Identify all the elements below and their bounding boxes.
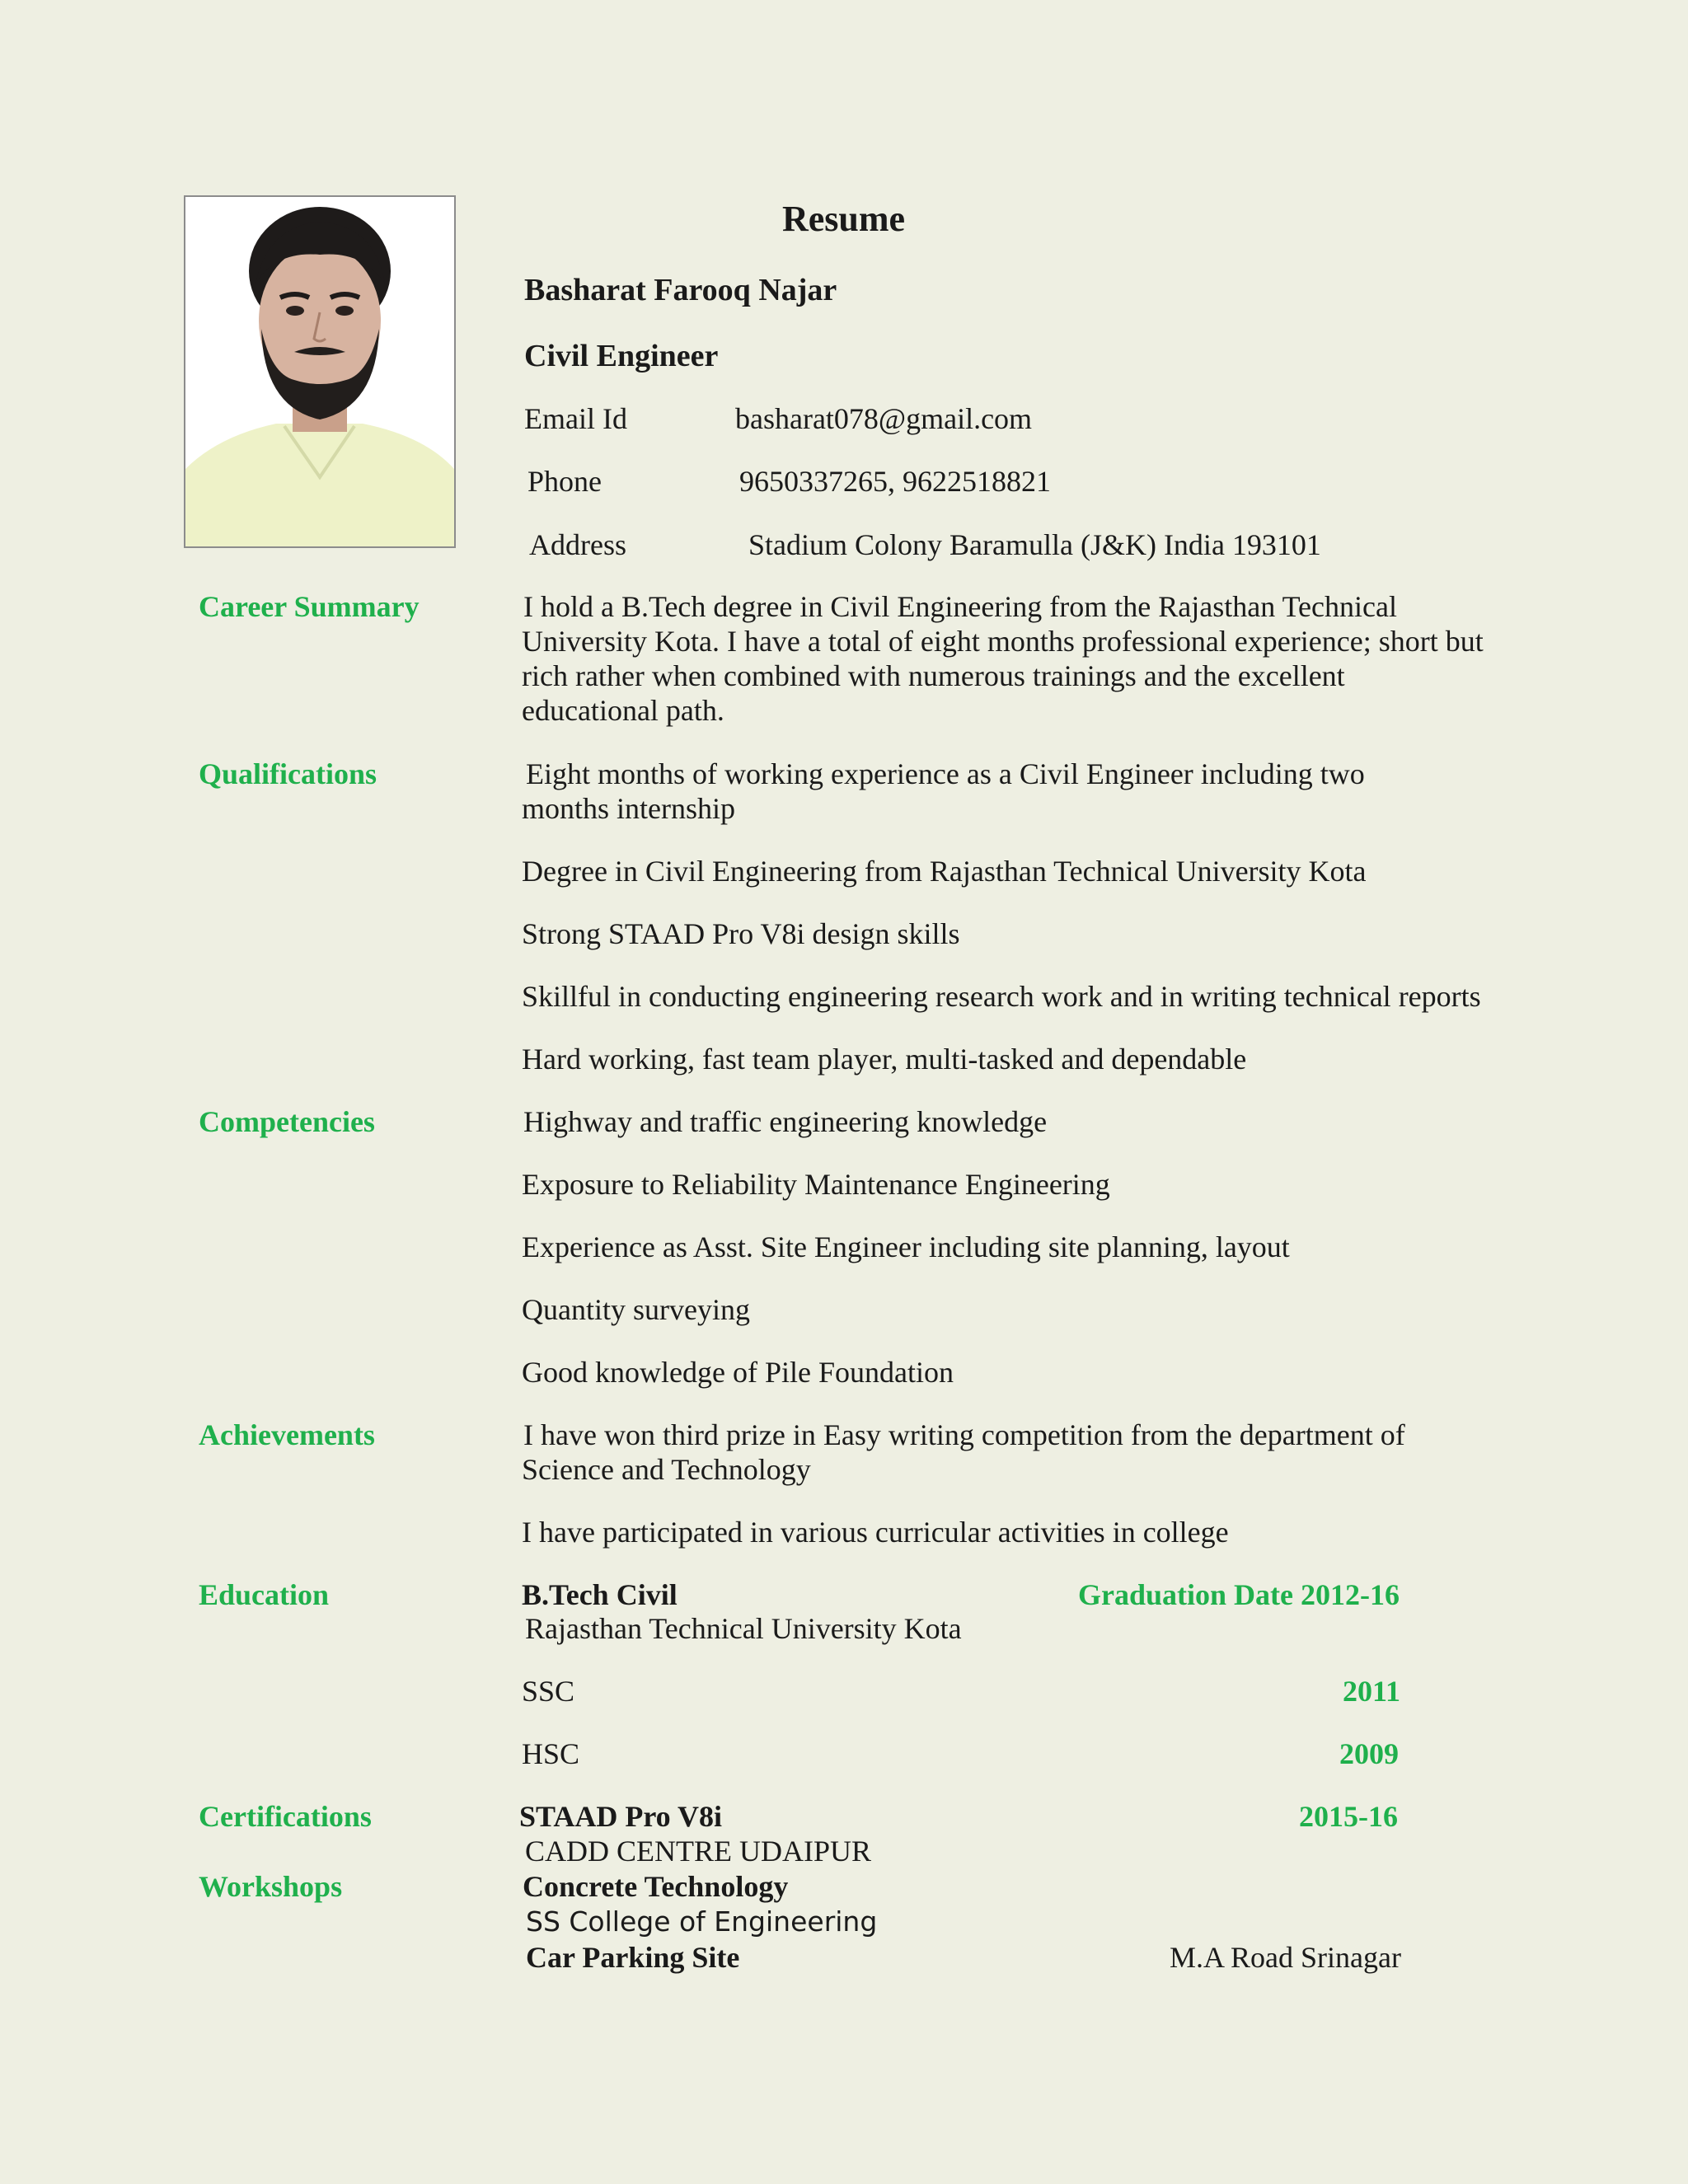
education-heading: Education bbox=[199, 1578, 330, 1611]
career-summary-line: rich rather when combined with numerous trainings and the excellent bbox=[522, 659, 1345, 692]
achievement-item: I have won third prize in Easy writing competition from the department of bbox=[523, 1418, 1405, 1451]
education-ssc-year: 2011 bbox=[1343, 1675, 1401, 1708]
resume-title: Resume bbox=[782, 199, 906, 239]
phone-label: Phone bbox=[528, 465, 602, 498]
career-summary-line: University Kota. I have a total of eight months professional experience; short but bbox=[522, 625, 1484, 658]
achievements-heading: Achievements bbox=[199, 1418, 375, 1451]
competency-item: Quantity surveying bbox=[522, 1293, 750, 1326]
achievement-item: Science and Technology bbox=[522, 1453, 811, 1486]
education-university: Rajasthan Technical University Kota bbox=[525, 1612, 962, 1645]
competency-item: Exposure to Reliability Maintenance Engineering bbox=[522, 1168, 1110, 1201]
qualification-item: Skillful in conducting engineering research work and in writing technical reports bbox=[522, 980, 1481, 1013]
career-summary-line: I hold a B.Tech degree in Civil Engineering from the Rajasthan Technical bbox=[523, 590, 1397, 623]
email-label: Email Id bbox=[524, 402, 627, 435]
education-hsc-year: 2009 bbox=[1339, 1737, 1399, 1770]
education-degree: B.Tech Civil bbox=[522, 1578, 678, 1611]
workshop-college: SS College of Engineering bbox=[526, 1905, 878, 1938]
career-summary-heading: Career Summary bbox=[199, 590, 420, 623]
address-value: Stadium Colony Baramulla (J&K) India 193101 bbox=[748, 528, 1321, 561]
candidate-profession: Civil Engineer bbox=[524, 339, 719, 373]
certification-name: STAAD Pro V8i bbox=[519, 1800, 723, 1833]
phone-value: 9650337265, 9622518821 bbox=[739, 465, 1051, 498]
certification-institute: CADD CENTRE UDAIPUR bbox=[525, 1835, 872, 1868]
certification-year: 2015-16 bbox=[1299, 1800, 1398, 1833]
workshop-site: Car Parking Site bbox=[526, 1941, 740, 1974]
qualifications-heading: Qualifications bbox=[199, 757, 377, 790]
competency-item: Experience as Asst. Site Engineer including site planning, layout bbox=[522, 1230, 1290, 1263]
workshops-heading: Workshops bbox=[199, 1870, 343, 1903]
education-degree-date: Graduation Date 2012-16 bbox=[1078, 1578, 1400, 1611]
certifications-heading: Certifications bbox=[199, 1800, 372, 1833]
address-label: Address bbox=[529, 528, 626, 561]
education-hsc: HSC bbox=[522, 1737, 580, 1770]
career-summary-line: educational path. bbox=[522, 694, 724, 727]
competency-item: Good knowledge of Pile Foundation bbox=[522, 1356, 954, 1389]
qualification-item: Degree in Civil Engineering from Rajasthan Technical University Kota bbox=[522, 855, 1367, 888]
competencies-heading: Competencies bbox=[199, 1105, 375, 1138]
competency-item: Highway and traffic engineering knowledge bbox=[523, 1105, 1048, 1138]
education-ssc: SSC bbox=[522, 1675, 575, 1708]
workshop-name: Concrete Technology bbox=[523, 1870, 789, 1903]
workshop-site-location: M.A Road Srinagar bbox=[1170, 1941, 1401, 1974]
email-value[interactable]: basharat078@gmail.com bbox=[735, 402, 1033, 435]
profile-photo bbox=[184, 195, 456, 548]
qualification-item: Eight months of working experience as a Civil Engineer including two bbox=[526, 757, 1365, 790]
qualification-item: Hard working, fast team player, multi-tasked and dependable bbox=[522, 1043, 1247, 1076]
qualification-item: months internship bbox=[522, 792, 735, 825]
qualification-item: Strong STAAD Pro V8i design skills bbox=[522, 917, 960, 950]
achievement-item: I have participated in various curricular activities in college bbox=[522, 1516, 1229, 1549]
candidate-name: Basharat Farooq Najar bbox=[524, 273, 837, 307]
